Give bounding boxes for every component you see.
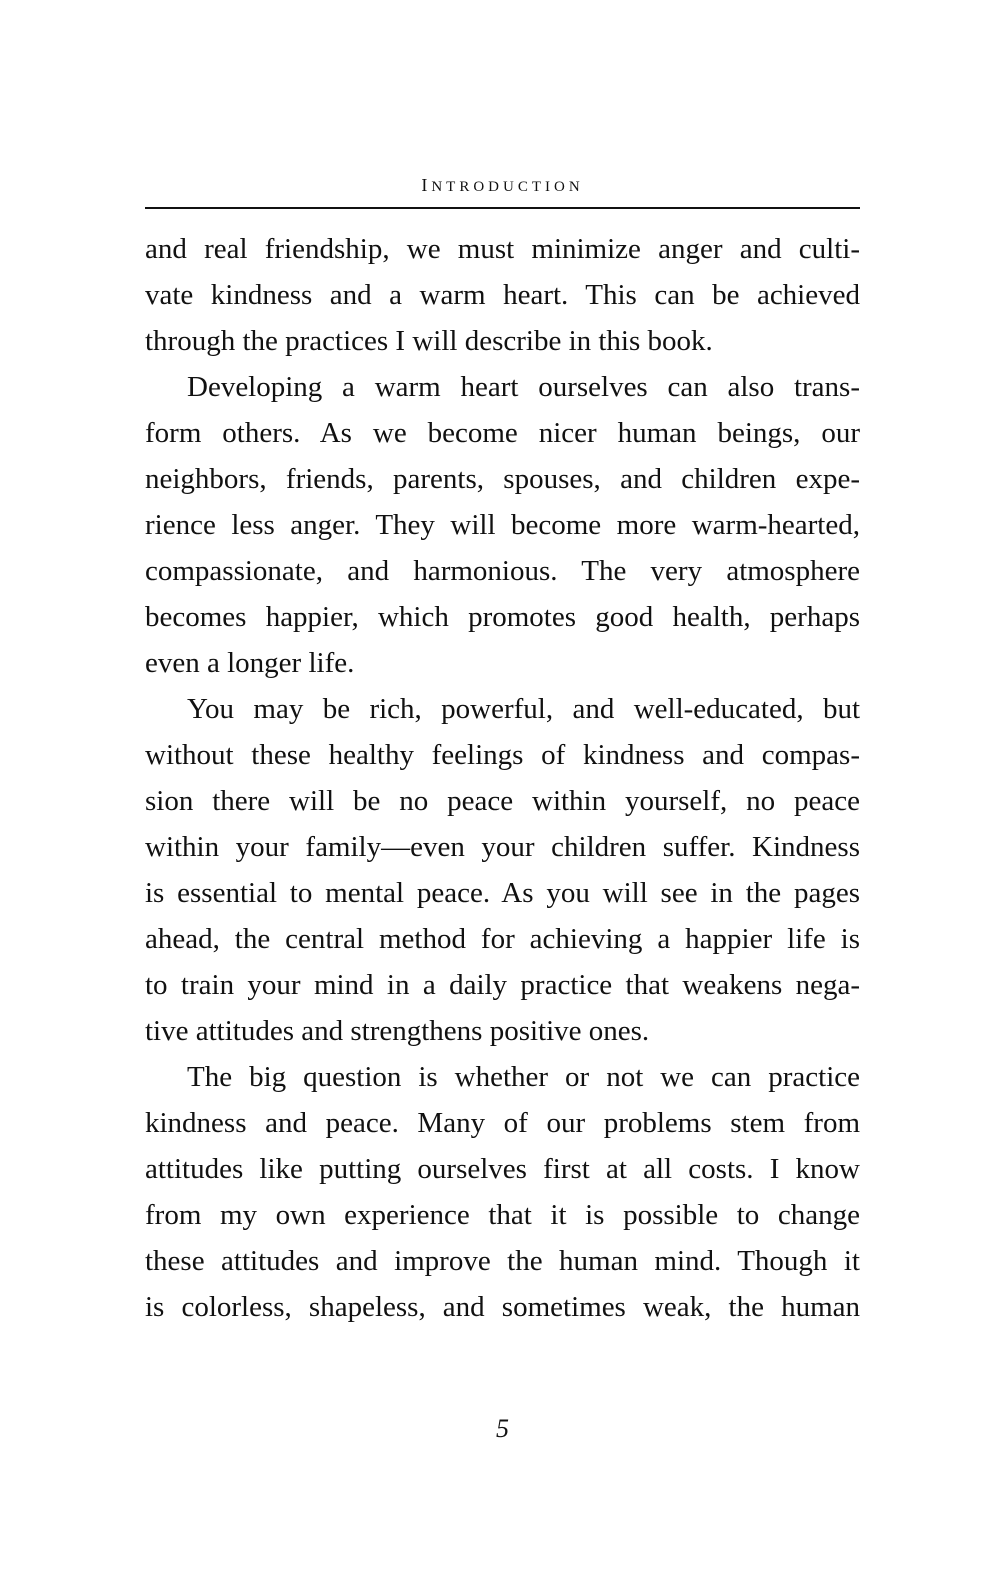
- text-line: rience less anger. They will become more warm-hearted,: [145, 509, 860, 541]
- body-text: [145, 226, 860, 1330]
- text-line: Developing a warm heart ourselves can also trans-: [187, 371, 860, 403]
- text-line: through the practices I will describe in this book.: [145, 325, 713, 357]
- text-line: form others. As we become nicer human beings, our: [145, 417, 860, 449]
- text-line: is essential to mental peace. As you will see in the pages: [145, 877, 860, 909]
- text-line: from my own experience that it is possible to change: [145, 1199, 860, 1231]
- text-line: and real friendship, we must minimize anger and culti-: [145, 233, 860, 265]
- text-line: even a longer life.: [145, 647, 355, 679]
- text-line: without these healthy feelings of kindness and compas-: [145, 739, 860, 771]
- text-line: these attitudes and improve the human mind. Though it: [145, 1245, 860, 1277]
- text-line: kindness and peace. Many of our problems stem from: [145, 1107, 860, 1139]
- text-line: You may be rich, powerful, and well-educated, but: [187, 693, 860, 725]
- text-line: ahead, the central method for achieving a happier life is: [145, 923, 860, 955]
- text-line: sion there will be no peace within yourself, no peace: [145, 785, 860, 817]
- text-line: to train your mind in a daily practice that weakens nega-: [145, 969, 860, 1001]
- text-line: attitudes like putting ourselves first at all costs. I know: [145, 1153, 860, 1185]
- text-line: compassionate, and harmonious. The very atmosphere: [145, 555, 860, 587]
- text-line: The big question is whether or not we can practice: [187, 1061, 860, 1093]
- text-line: neighbors, friends, parents, spouses, and children expe-: [145, 463, 860, 495]
- text-line: tive attitudes and strengthens positive ones.: [145, 1015, 650, 1047]
- text-line: is colorless, shapeless, and sometimes weak, the human: [145, 1291, 860, 1323]
- header-rule: [145, 207, 860, 209]
- page-number: 5: [496, 1414, 509, 1443]
- text-line: vate kindness and a warm heart. This can be achieved: [145, 279, 860, 311]
- text-line: becomes happier, which promotes good health, perhaps: [145, 601, 860, 633]
- text-line: within your family—even your children suffer. Kindness: [145, 831, 860, 863]
- running-head: introduction: [421, 168, 584, 197]
